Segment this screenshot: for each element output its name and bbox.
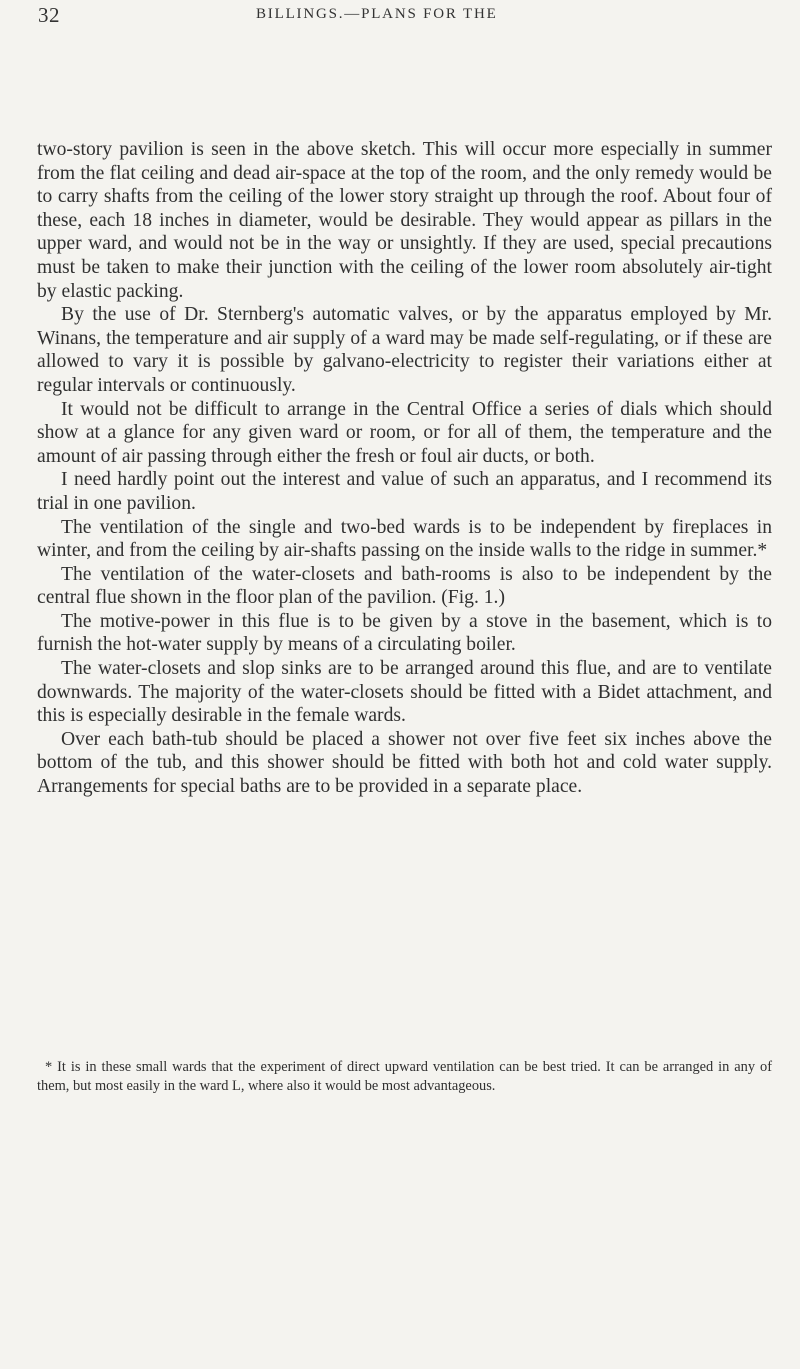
running-title: BILLINGS.—PLANS FOR THE [256,6,498,22]
paragraph: By the use of Dr. Sternberg's automatic valves, or by the apparatus employed by Mr. Winans, the temperature and air supply of a ward may be made self-regulating, or if these are allowed to vary it is possible by galvano-electricity to register their variations either at regular intervals or continuously. [37,304,772,396]
paragraph: The water-closets and slop sinks are to be arranged around this flue, and are to ventilate downwards. The majority of the water-closets should be fitted with a Bidet attachment, and this is especially desirable in the female wards. [37,658,772,727]
body-text [37,138,772,799]
paragraph: The motive-power in this flue is to be given by a stove in the basement, which is to furnish the hot-water supply by means of a circulating boiler. [37,610,772,656]
paragraph: two-story pavilion is seen in the above sketch. This will occur more especially in summer from the flat ceiling and dead air-space at the top of the room, and the only remedy would be to carry shafts from the ceiling of the lower story straight up through the roof. About four of these, each 18 inches in diameter, would be desirable. They would appear as pillars in the upper ward, and would not be in the way or unsightly. If they are used, special precautions must be taken to make their junction with the ceiling of the lower room absolutely air-tight by elastic packing. [37,139,772,302]
running-header [38,0,768,40]
paragraph: The ventilation of the single and two-bed wards is to be independent by fireplaces in winter, and from the ceiling by air-shafts passing on the inside walls to the ridge in summer.* [37,516,772,562]
footnote: * It is in these small wards that the experiment of direct upward ventilation can be best tried. It can be arranged in any of them, but most easily in the ward L, where also it would be most advantageous. [37,1059,772,1094]
paragraph: Over each bath-tub should be placed a shower not over five feet six inches above the bottom of the tub, and this shower should be fitted with both hot and cold water supply. Arrangements for special baths are to be provided in a separate place. [37,728,772,798]
paragraph: I need hardly point out the interest and value of such an apparatus, and I recommend its trial in one pavilion. [37,469,772,514]
paragraph: It would not be difficult to arrange in the Central Office a series of dials which should show at a glance for any given ward or room, or for all of them, the temperature and the amount of air passing through either the fresh or foul air ducts, or both. [37,398,772,467]
paragraph: The ventilation of the water-closets and bath-rooms is also to be independent by the central flue shown in the floor plan of the pavilion. (Fig. 1.) [37,563,772,609]
page-number: 32 [38,3,60,27]
